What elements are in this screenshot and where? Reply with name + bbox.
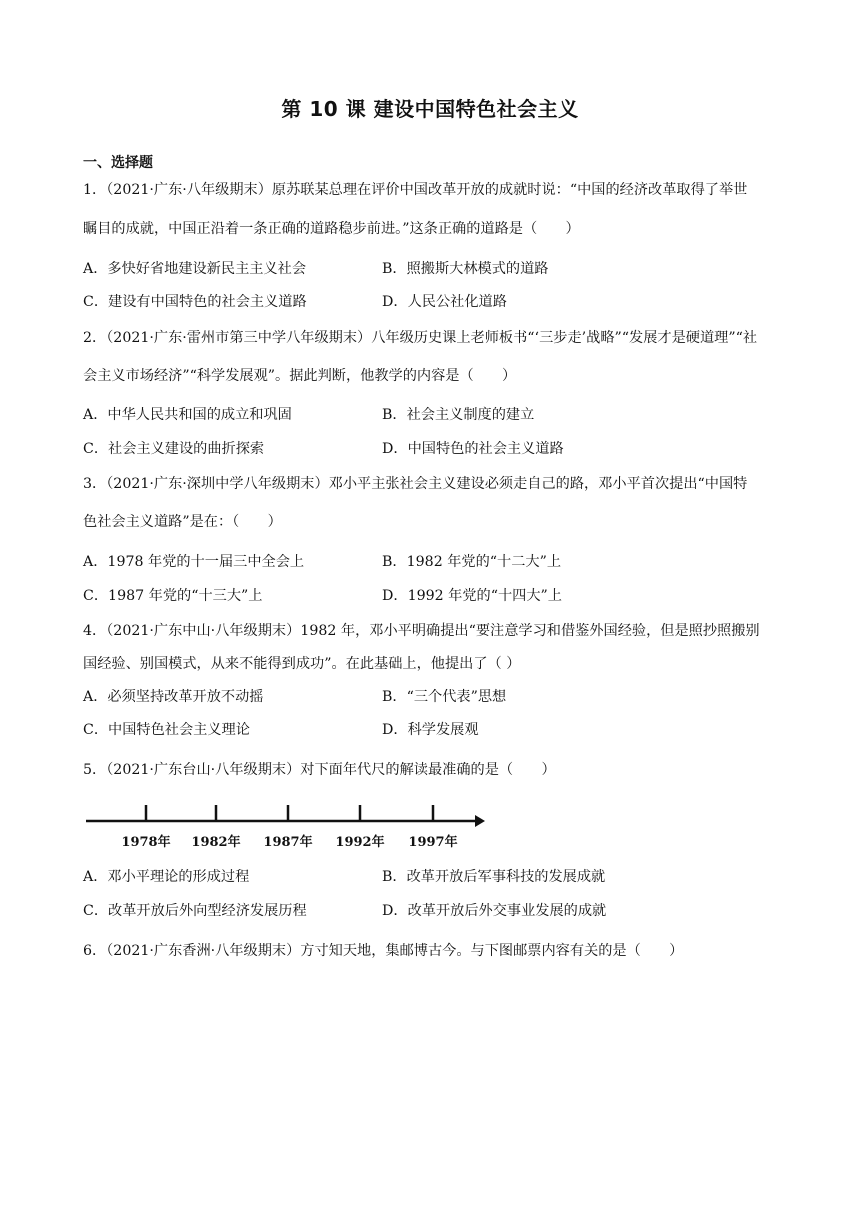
question-3-line-2: 色社会主义道路”是在：（ ） <box>83 514 282 530</box>
question-4-line-1: 4．（2021·广东中山·八年级期末）1982 年，邓小平明确提出“要注意学习和借鉴外国经验，但是照抄照搬别 <box>83 623 760 639</box>
question-1-option-a: A．多快好省地建设新民主主义社会 <box>83 261 307 277</box>
year-timeline <box>83 798 493 856</box>
question-2-option-c: C．社会主义建设的曲折探索 <box>83 441 265 457</box>
question-4-line-2: 国经验、别国模式，从来不能得到成功”。在此基础上，他提出了（ ） <box>83 656 521 672</box>
section-heading: 一、选择题 <box>83 155 153 171</box>
question-5-option-b: B．改革开放后军事科技的发展成就 <box>382 869 606 885</box>
question-5-option-d: D．改革开放后外交事业发展的成就 <box>382 903 607 919</box>
question-1-line-2: 瞩目的成就，中国正沿着一条正确的道路稳步前进。”这条正确的道路是（ ） <box>83 221 580 237</box>
question-3-option-d: D．1992 年党的“十四大”上 <box>382 588 562 604</box>
question-2-line-2: 会主义市场经济”“科学发展观”。据此判断，他教学的内容是（ ） <box>83 368 517 384</box>
timeline-year-label: 1978年 <box>121 835 171 850</box>
question-1-option-b: B．照搬斯大林模式的道路 <box>382 261 549 277</box>
page-title: 第 10 课 建设中国特色社会主义 <box>281 97 579 121</box>
question-2-option-d: D．中国特色的社会主义道路 <box>382 441 564 457</box>
question-5-line-1: 5．（2021·广东台山·八年级期末）对下面年代尺的解读最准确的是（ ） <box>83 762 556 778</box>
timeline-year-label: 1982年 <box>191 835 241 850</box>
question-1-line-1: 1．（2021·广东·八年级期末）原苏联某总理在评价中国改革开放的成就时说：“中国的经济改革取得了举世 <box>83 182 748 198</box>
question-3-option-c: C．1987 年党的“十三大”上 <box>83 588 263 604</box>
timeline-year-label: 1997年 <box>408 835 458 850</box>
question-2-option-a: A．中华人民共和国的成立和巩固 <box>83 407 292 423</box>
question-4-option-d: D．科学发展观 <box>382 722 479 738</box>
question-4-option-a: A．必须坚持改革开放不动摇 <box>83 689 264 705</box>
question-2-option-b: B．社会主义制度的建立 <box>382 407 535 423</box>
question-3-option-b: B．1982 年党的“十二大”上 <box>382 554 562 570</box>
question-3-option-a: A．1978 年党的十一届三中全会上 <box>83 554 305 570</box>
question-3-line-1: 3．（2021·广东·深圳中学八年级期末）邓小平主张社会主义建设必须走自己的路，邓小平首次提出“中国特 <box>83 476 748 492</box>
question-5-option-c: C．改革开放后外向型经济发展历程 <box>83 903 307 919</box>
timeline-year-label: 1992年 <box>335 835 385 850</box>
question-4-option-b: B．“三个代表”思想 <box>382 689 507 705</box>
timeline-year-label: 1987年 <box>263 835 313 850</box>
question-4-option-c: C．中国特色社会主义理论 <box>83 722 250 738</box>
question-6-line-1: 6．（2021·广东香洲·八年级期末）方寸知天地，集邮博古今。与下图邮票内容有关的是（ ） <box>83 943 684 959</box>
question-1-option-d: D．人民公社化道路 <box>382 294 507 310</box>
question-2-line-1: 2．（2021·广东·雷州市第三中学八年级期末）八年级历史课上老师板书“‘三步走’战略”“发展才是硬道理”“社 <box>83 330 758 346</box>
question-1-option-c: C．建设有中国特色的社会主义道路 <box>83 294 307 310</box>
timeline-arrow-icon <box>475 815 485 827</box>
question-5-option-a: A．邓小平理论的形成过程 <box>83 869 250 885</box>
